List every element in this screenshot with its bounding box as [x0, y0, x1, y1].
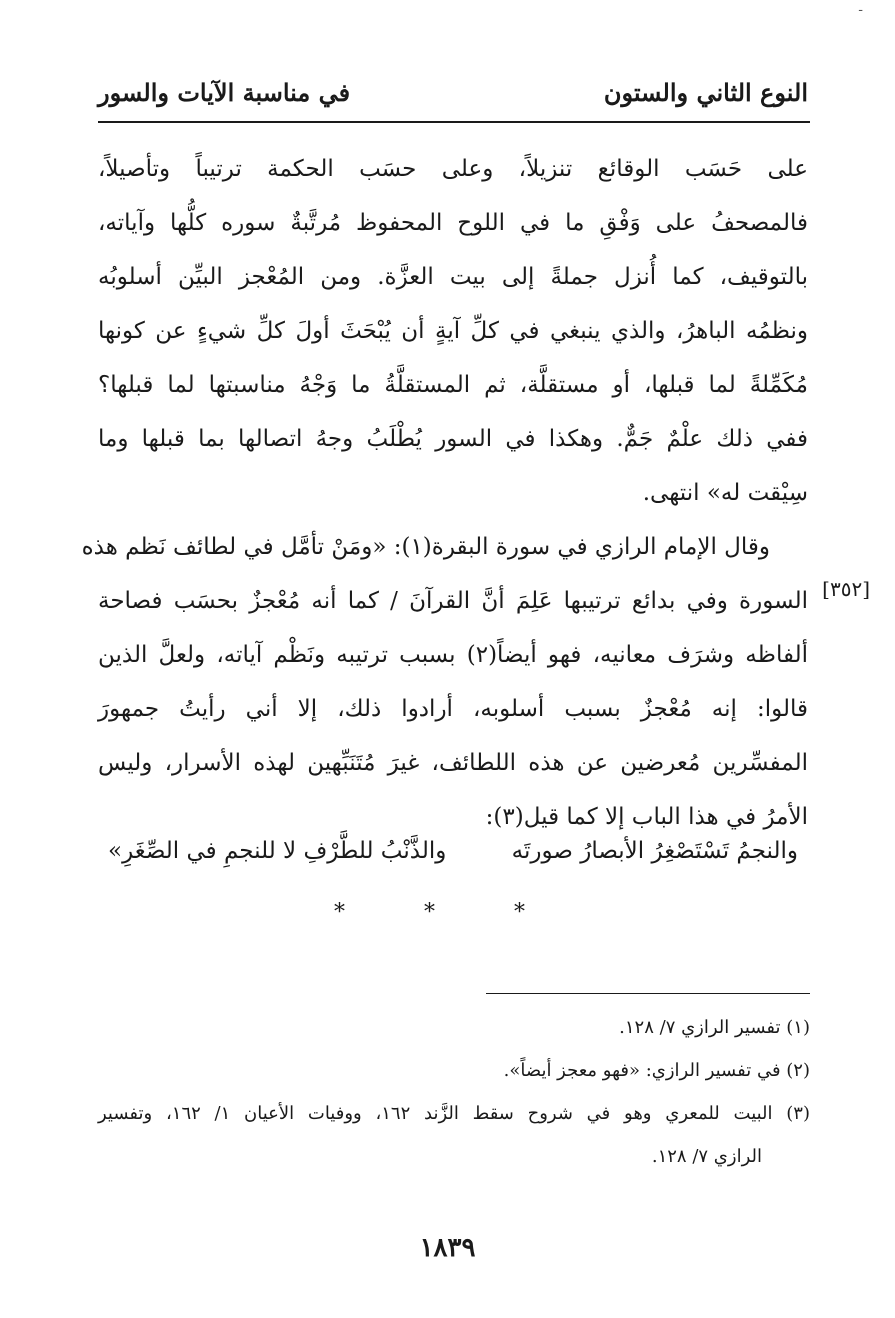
text-line: مُكَمِّلةً لما قبلها، أو مستقلَّة، ثم المستقلَّةُ ما وَجْهُ مناسبتها لما قبلها؟: [98, 372, 808, 398]
header-chapter-title: النوع الثاني والستون: [603, 78, 808, 107]
header-section-title: في مناسبة الآيات والسور: [98, 78, 351, 107]
main-text: [81, 142, 808, 844]
running-header: [98, 78, 808, 120]
verse-second-hemistich: والذَّنْبُ للطَّرْفِ لا للنجمِ في الصِّغَرِ»: [108, 838, 447, 864]
footnote-line: (٣) البيت للمعري وهو في شروح سقط الزَّند ١٦٢، ووفيات الأعيان ١/ ١٦٢، وتفسير: [98, 1103, 810, 1124]
footnote-line: (١) تفسير الرازي ٧/ ١٢٨.: [619, 1017, 810, 1038]
text-line: بالتوقيف، كما أُنزل جملةً إلى بيت العزَّة. ومن المُعْجز البيِّن أسلوبُه: [98, 264, 808, 290]
text-line: وقال الإمام الرازي في سورة البقرة(١): «ومَنْ تأمَّل في لطائف نَظم هذه: [81, 534, 770, 560]
margin-page-reference: [٣٥٢]: [822, 577, 870, 601]
text-line: ونظمُه الباهرُ، والذي ينبغي في كلِّ آيةٍ أن يُبْحَثَ أولَ كلِّ شيءٍ عن كونها: [98, 318, 808, 344]
text-line: الأمرُ في هذا الباب إلا كما قيل(٣):: [485, 804, 808, 830]
text-line: ففي ذلك علْمٌ جَمٌّ. وهكذا في السور يُطْلَبُ وجهُ اتصالها بما قبلها وما: [98, 426, 808, 452]
text-line: السورة وفي بدائع ترتيبها عَلِمَ أنَّ القرآنَ / كما أنه مُعْجزٌ بحسَب فصاحة: [98, 588, 808, 614]
text-line: على حَسَب الوقائع تنزيلاً، وعلى حسَب الحكمة ترتيباً وتأصيلاً،: [98, 156, 808, 182]
text-line: قالوا: إنه مُعْجزٌ بسبب أسلوبه، أرادوا ذلك، إلا أني رأيتُ جمهورَ: [98, 696, 808, 722]
poetry-verse: [108, 838, 798, 888]
text-line: سِيْقت له» انتهى.: [642, 480, 808, 506]
footnotes: [98, 1006, 810, 1178]
verse-first-hemistich: والنجمُ تَسْتَصْغِرُ الأبصارُ صورتَه: [511, 838, 798, 864]
page-number: ١٨٣٩: [419, 1233, 476, 1263]
text-line: المفسِّرين مُعرضين عن هذه اللطائف، غيرَ مُتَنَبِّهين لهذه الأسرار، وليس: [98, 750, 808, 776]
corner-mark: -: [858, 2, 863, 18]
footnote-rule: [486, 993, 810, 994]
section-divider-stars: * * *: [334, 900, 561, 925]
footnote-line: الرازي ٧/ ١٢٨.: [651, 1146, 762, 1167]
footnote-line: (٢) في تفسير الرازي: «فهو معجز أيضاً».: [503, 1060, 810, 1081]
text-line: ألفاظه وشرَف معانيه، فهو أيضاً(٢) بسبب ترتيبه ونَظْم آياته، ولعلَّ الذين: [98, 642, 808, 668]
header-rule: [98, 121, 810, 123]
text-line: فالمصحفُ على وَفْقِ ما في اللوح المحفوظ مُرتَّبةٌ سوره كلُّها وآياته،: [98, 210, 808, 236]
